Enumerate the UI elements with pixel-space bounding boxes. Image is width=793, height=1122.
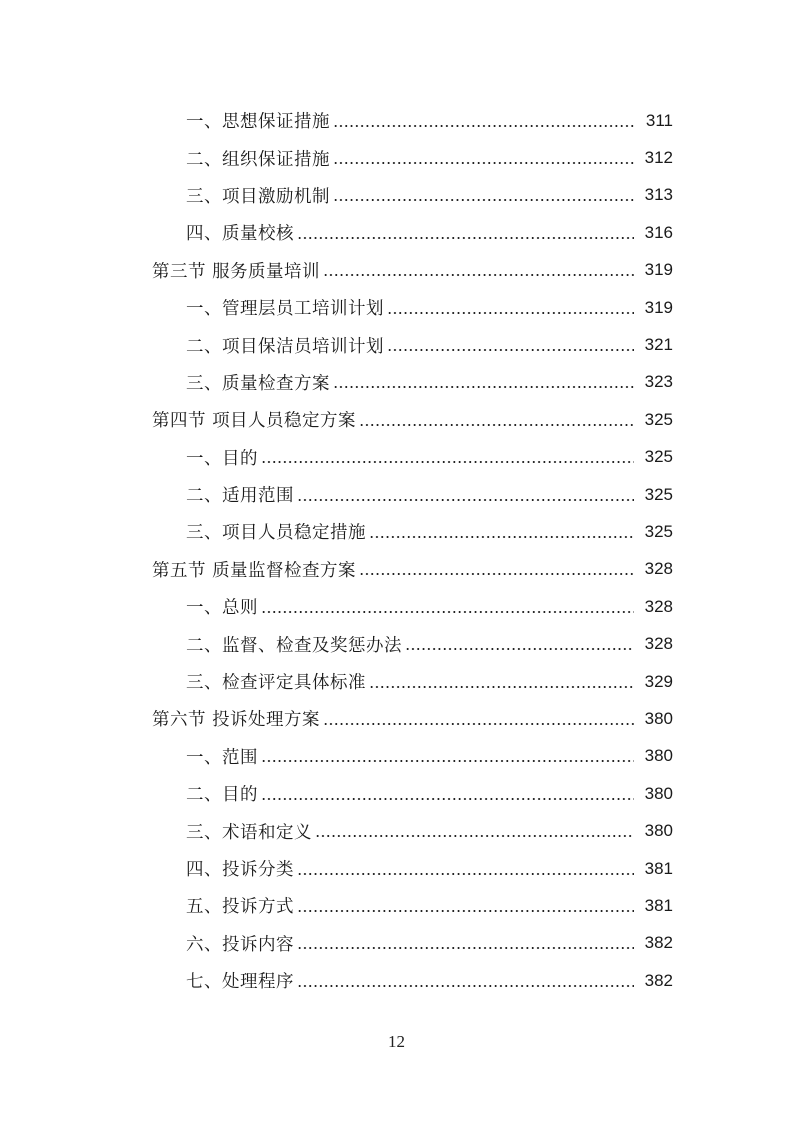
toc-entry-title: 三、质量检查方案 <box>186 373 330 394</box>
toc-entry-title: 一、目的 <box>186 448 258 469</box>
toc-subsection-entry[interactable] <box>0 139 793 176</box>
toc-entry-title: 一、管理层员工培训计划 <box>186 299 384 320</box>
toc-entry-page: 312 <box>644 148 673 168</box>
toc-entry-page: 381 <box>644 858 673 878</box>
toc-subsection-entry[interactable] <box>0 326 793 363</box>
toc-dot-leader <box>261 611 634 613</box>
toc-entry-page: 380 <box>644 821 673 841</box>
toc-subsection-entry[interactable] <box>0 364 793 401</box>
toc-subsection-entry[interactable] <box>0 102 793 139</box>
table-of-contents <box>0 102 793 999</box>
toc-entry-page: 321 <box>644 335 673 355</box>
toc-dot-leader <box>333 199 634 201</box>
toc-entry-title: 三、项目激励机制 <box>186 186 330 207</box>
toc-dot-leader <box>315 835 634 837</box>
toc-entry-page: 328 <box>644 634 673 654</box>
toc-entry-page: 313 <box>644 185 673 205</box>
toc-entry-title: 二、监督、检查及奖惩办法 <box>186 635 402 656</box>
toc-section-entry[interactable] <box>0 700 793 737</box>
toc-dot-leader <box>387 312 634 314</box>
toc-subsection-entry[interactable] <box>0 625 793 662</box>
toc-entry-title: 五、投诉方式 <box>186 897 294 918</box>
toc-entry-page: 311 <box>645 110 673 130</box>
toc-subsection-entry[interactable] <box>0 663 793 700</box>
toc-dot-leader <box>387 349 634 351</box>
toc-entry-page: 382 <box>644 970 673 990</box>
toc-entry-title: 七、处理程序 <box>186 972 294 993</box>
toc-dot-leader <box>297 910 634 912</box>
toc-subsection-entry[interactable] <box>0 513 793 550</box>
toc-entry-page: 325 <box>644 521 673 541</box>
toc-section-entry[interactable] <box>0 551 793 588</box>
toc-entry-page: 328 <box>644 559 673 579</box>
toc-subsection-entry[interactable] <box>0 850 793 887</box>
toc-entry-title: 三、项目人员稳定措施 <box>186 523 366 544</box>
toc-dot-leader <box>405 648 634 650</box>
toc-dot-leader <box>297 237 634 239</box>
toc-dot-leader <box>333 386 634 388</box>
toc-entry-page: 328 <box>644 596 673 616</box>
toc-entry-title: 一、思想保证措施 <box>186 112 330 133</box>
toc-subsection-entry[interactable] <box>0 476 793 513</box>
toc-entry-page: 380 <box>644 746 673 766</box>
toc-entry-title: 六、投诉内容 <box>186 934 294 955</box>
toc-dot-leader <box>261 760 634 762</box>
toc-entry-title: 二、适用范围 <box>186 486 294 507</box>
toc-entry-title: 一、总则 <box>186 598 258 619</box>
toc-dot-leader <box>323 274 634 276</box>
toc-entry-title: 二、目的 <box>186 785 258 806</box>
toc-dot-leader <box>297 985 634 987</box>
toc-subsection-entry[interactable] <box>0 289 793 326</box>
toc-entry-title: 三、术语和定义 <box>186 822 312 843</box>
toc-subsection-entry[interactable] <box>0 887 793 924</box>
toc-subsection-entry[interactable] <box>0 738 793 775</box>
toc-entry-title: 第三节 服务质量培训 <box>152 261 321 282</box>
toc-dot-leader <box>359 424 634 426</box>
toc-subsection-entry[interactable] <box>0 925 793 962</box>
toc-dot-leader <box>333 125 634 127</box>
toc-subsection-entry[interactable] <box>0 775 793 812</box>
page-number: 12 <box>388 1032 405 1051</box>
toc-dot-leader <box>261 798 634 800</box>
toc-entry-title: 第六节 投诉处理方案 <box>152 710 321 731</box>
toc-entry-page: 380 <box>644 783 673 803</box>
toc-subsection-entry[interactable] <box>0 962 793 999</box>
toc-subsection-entry[interactable] <box>0 214 793 251</box>
toc-entry-title: 四、投诉分类 <box>186 860 294 880</box>
toc-subsection-entry[interactable] <box>0 588 793 625</box>
toc-entry-page: 316 <box>644 222 673 242</box>
toc-entry-title: 二、项目保洁员培训计划 <box>186 336 384 357</box>
toc-dot-leader <box>369 536 634 538</box>
toc-entry-page: 329 <box>644 671 673 691</box>
toc-section-entry[interactable] <box>0 401 793 438</box>
toc-dot-leader <box>297 873 634 875</box>
toc-subsection-entry[interactable] <box>0 812 793 849</box>
toc-entry-page: 380 <box>644 708 673 728</box>
toc-dot-leader <box>359 573 634 575</box>
toc-entry-page: 323 <box>644 372 673 392</box>
toc-entry-page: 325 <box>644 409 673 429</box>
toc-dot-leader <box>369 686 634 688</box>
toc-entry-page: 319 <box>644 260 673 280</box>
toc-entry-page: 325 <box>644 447 673 467</box>
toc-dot-leader <box>323 723 634 725</box>
toc-section-entry[interactable] <box>0 252 793 289</box>
toc-entry-title: 第五节 质量监督检查方案 <box>152 560 357 581</box>
toc-entry-page: 382 <box>644 933 673 953</box>
toc-entry-title: 三、检查评定具体标准 <box>186 673 366 694</box>
toc-entry-title: 二、组织保证措施 <box>186 149 330 170</box>
toc-entry-page: 381 <box>644 895 673 915</box>
toc-dot-leader <box>261 461 634 463</box>
toc-subsection-entry[interactable] <box>0 439 793 476</box>
toc-dot-leader <box>297 499 634 501</box>
toc-dot-leader <box>297 947 634 949</box>
toc-entry-page: 319 <box>644 297 673 317</box>
toc-dot-leader <box>333 162 634 164</box>
toc-entry-title: 第四节 项目人员稳定方案 <box>152 411 357 432</box>
toc-entry-page: 325 <box>644 484 673 504</box>
toc-subsection-entry[interactable] <box>0 177 793 214</box>
toc-entry-title: 一、范围 <box>186 747 258 768</box>
toc-entry-title: 四、质量校核 <box>186 224 294 245</box>
